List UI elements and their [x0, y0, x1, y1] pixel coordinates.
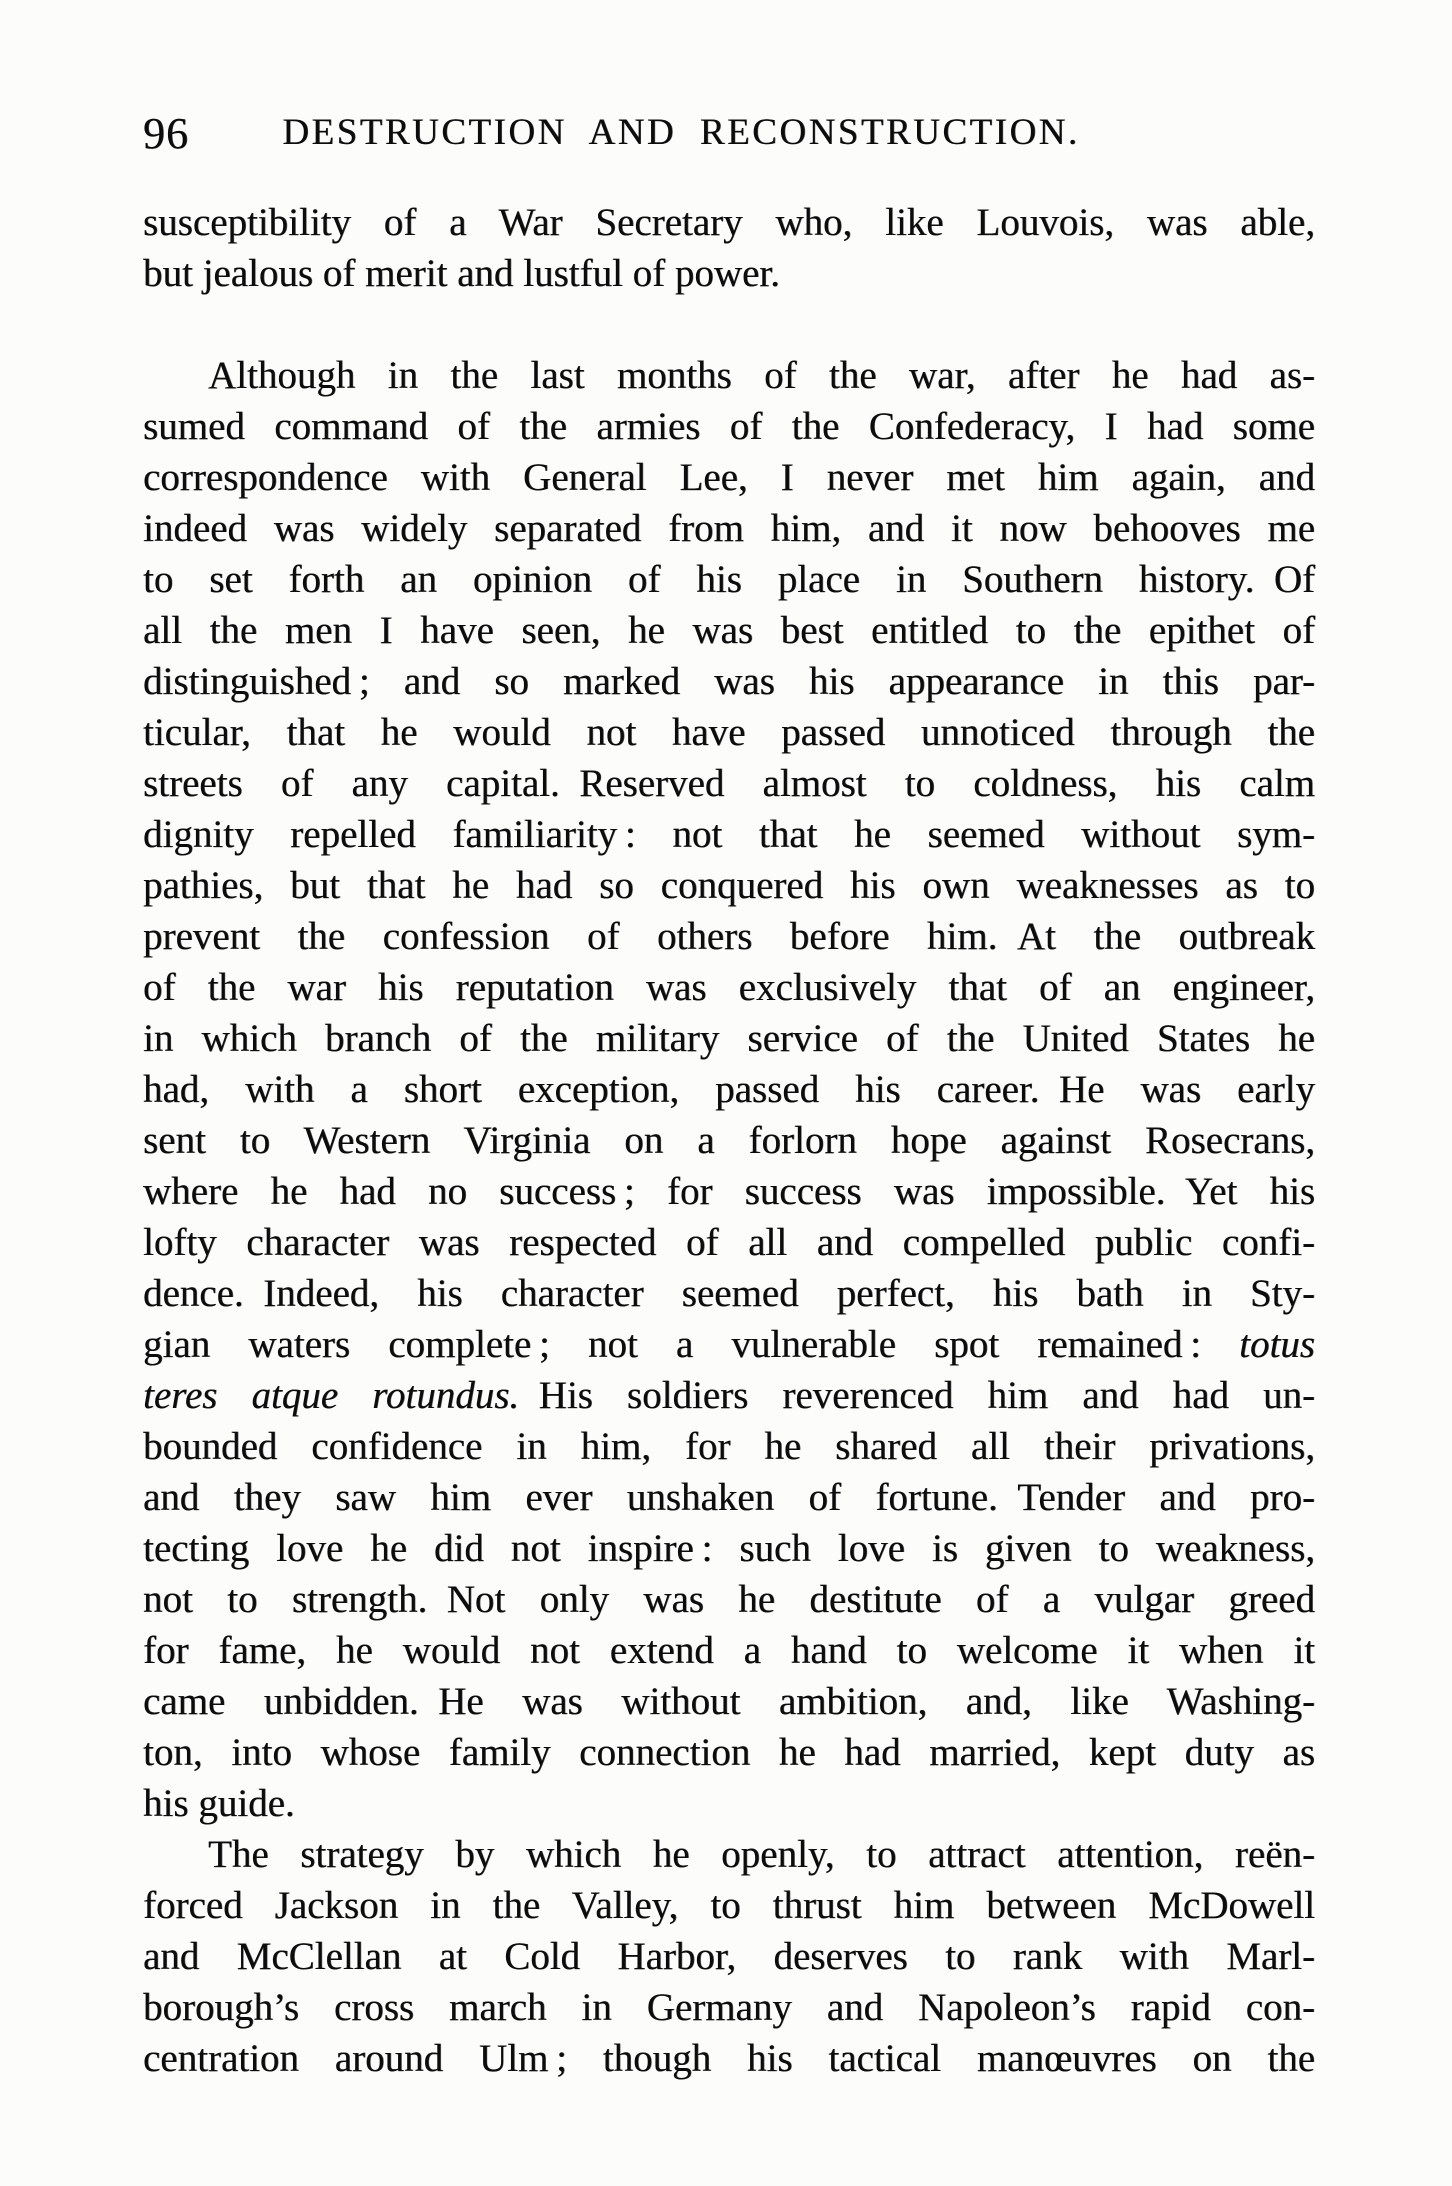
text-segment: forced Jackson in the Valley, to thrust him between McDowell: [143, 1884, 1315, 1927]
text-segment: sent to Western Virginia on a forlorn hope against Rosecrans,: [143, 1119, 1315, 1162]
text-line: [143, 911, 1315, 962]
text-segment: dence. Indeed, his character seemed perfect, his bath in Sty-: [143, 1272, 1315, 1315]
text-segment: sumed command of the armies of the Confederacy, I had some: [143, 405, 1315, 448]
text-line: [143, 1166, 1315, 1217]
text-segment: Although in the last months of the war, after he had as-: [208, 354, 1315, 397]
text-line: [143, 1115, 1315, 1166]
text-line: [143, 758, 1315, 809]
text-segment: susceptibility of a War Secretary who, like Louvois, was able,: [143, 201, 1315, 244]
text-segment: bounded confidence in him, for he shared all their privations,: [143, 1425, 1315, 1468]
text-line: [143, 248, 1315, 299]
text-line: [143, 350, 1315, 401]
text-line: [143, 1931, 1315, 1982]
text-line: [143, 1982, 1315, 2033]
text-segment: and they saw him ever unshaken of fortune. Tender and pro-: [143, 1476, 1315, 1519]
text-line: [143, 1880, 1315, 1931]
text-line: [143, 503, 1315, 554]
text-segment: for fame, he would not extend a hand to welcome it when it: [143, 1629, 1315, 1672]
paragraph: [143, 350, 1315, 1829]
text-segment: where he had no success ; for success was impossible. Yet his: [143, 1170, 1315, 1213]
text-segment: gian waters complete ; not a vulnerable spot remained :: [143, 1323, 1240, 1366]
text-segment: borough’s cross march in Germany and Napoleon’s rapid con-: [143, 1986, 1315, 2029]
text-segment: centration around Ulm ; though his tactical manœuvres on the: [143, 2037, 1315, 2080]
text-line: [143, 1064, 1315, 1115]
text-line: [143, 2033, 1315, 2084]
text-segment: but jealous of merit and lustful of power.: [143, 252, 780, 295]
italic-text-segment: totus: [1239, 1323, 1315, 1366]
text-segment: to set forth an opinion of his place in Southern history. Of: [143, 558, 1315, 601]
text-line: [143, 1574, 1315, 1625]
text-line: [143, 605, 1315, 656]
text-line: [143, 1523, 1315, 1574]
text-line: [143, 1727, 1315, 1778]
text-line: [143, 1268, 1315, 1319]
text-line: [143, 452, 1315, 503]
text-segment: not to strength. Not only was he destitute of a vulgar greed: [143, 1578, 1315, 1621]
text-line: [143, 1421, 1315, 1472]
text-segment: tecting love he did not inspire : such love is given to weakness,: [143, 1527, 1315, 1570]
italic-text-segment: teres atque rotundus.: [143, 1374, 520, 1417]
text-line: [143, 1829, 1315, 1880]
text-line: [143, 1472, 1315, 1523]
text-segment: ton, into whose family connection he had married, kept duty as: [143, 1731, 1315, 1774]
page-number: 96: [143, 109, 189, 158]
text-segment: had, with a short exception, passed his career. He was early: [143, 1068, 1315, 1111]
running-header: [143, 110, 1315, 158]
text-segment: prevent the confession of others before him. At the outbreak: [143, 915, 1315, 958]
text-segment: distinguished ; and so marked was his appearance in this par-: [143, 660, 1315, 703]
text-line: [143, 554, 1315, 605]
text-line: [143, 1676, 1315, 1727]
page-body: [143, 197, 1315, 2084]
text-line: [143, 809, 1315, 860]
text-line: [143, 1217, 1315, 1268]
text-segment: ticular, that he would not have passed unnoticed through the: [143, 711, 1315, 754]
text-line: [143, 1319, 1315, 1370]
text-segment: all the men I have seen, he was best entitled to the epithet of: [143, 609, 1315, 652]
running-title: DESTRUCTION AND RECONSTRUCTION.: [282, 112, 1080, 153]
text-segment: in which branch of the military service of the United States he: [143, 1017, 1315, 1060]
text-segment: dignity repelled familiarity : not that he seemed without sym-: [143, 813, 1315, 856]
text-line: [143, 860, 1315, 911]
text-line: [143, 1625, 1315, 1676]
text-line: [143, 962, 1315, 1013]
text-line: [143, 1013, 1315, 1064]
text-line: [143, 707, 1315, 758]
text-segment: of the war his reputation was exclusively that of an engineer,: [143, 966, 1315, 1009]
text-segment: lofty character was respected of all and compelled public confi-: [143, 1221, 1315, 1264]
text-line: [143, 1370, 1315, 1421]
text-segment: correspondence with General Lee, I never met him again, and: [143, 456, 1315, 499]
paragraph: [143, 1829, 1315, 2084]
text-line: [143, 656, 1315, 707]
text-segment: and McClellan at Cold Harbor, deserves to rank with Marl-: [143, 1935, 1315, 1978]
text-line: [143, 197, 1315, 248]
text-segment: His soldiers reverenced him and had un-: [519, 1374, 1315, 1417]
text-segment: came unbidden. He was without ambition, and, like Washing-: [143, 1680, 1315, 1723]
paragraph: [143, 197, 1315, 299]
text-segment: The strategy by which he openly, to attract attention, reën-: [208, 1833, 1315, 1876]
text-line: [143, 1778, 1315, 1829]
text-segment: his guide.: [143, 1782, 295, 1825]
text-line: [143, 401, 1315, 452]
text-segment: pathies, but that he had so conquered his own weaknesses as to: [143, 864, 1315, 907]
text-segment: streets of any capital. Reserved almost to coldness, his calm: [143, 762, 1315, 805]
text-segment: indeed was widely separated from him, and it now behooves me: [143, 507, 1315, 550]
